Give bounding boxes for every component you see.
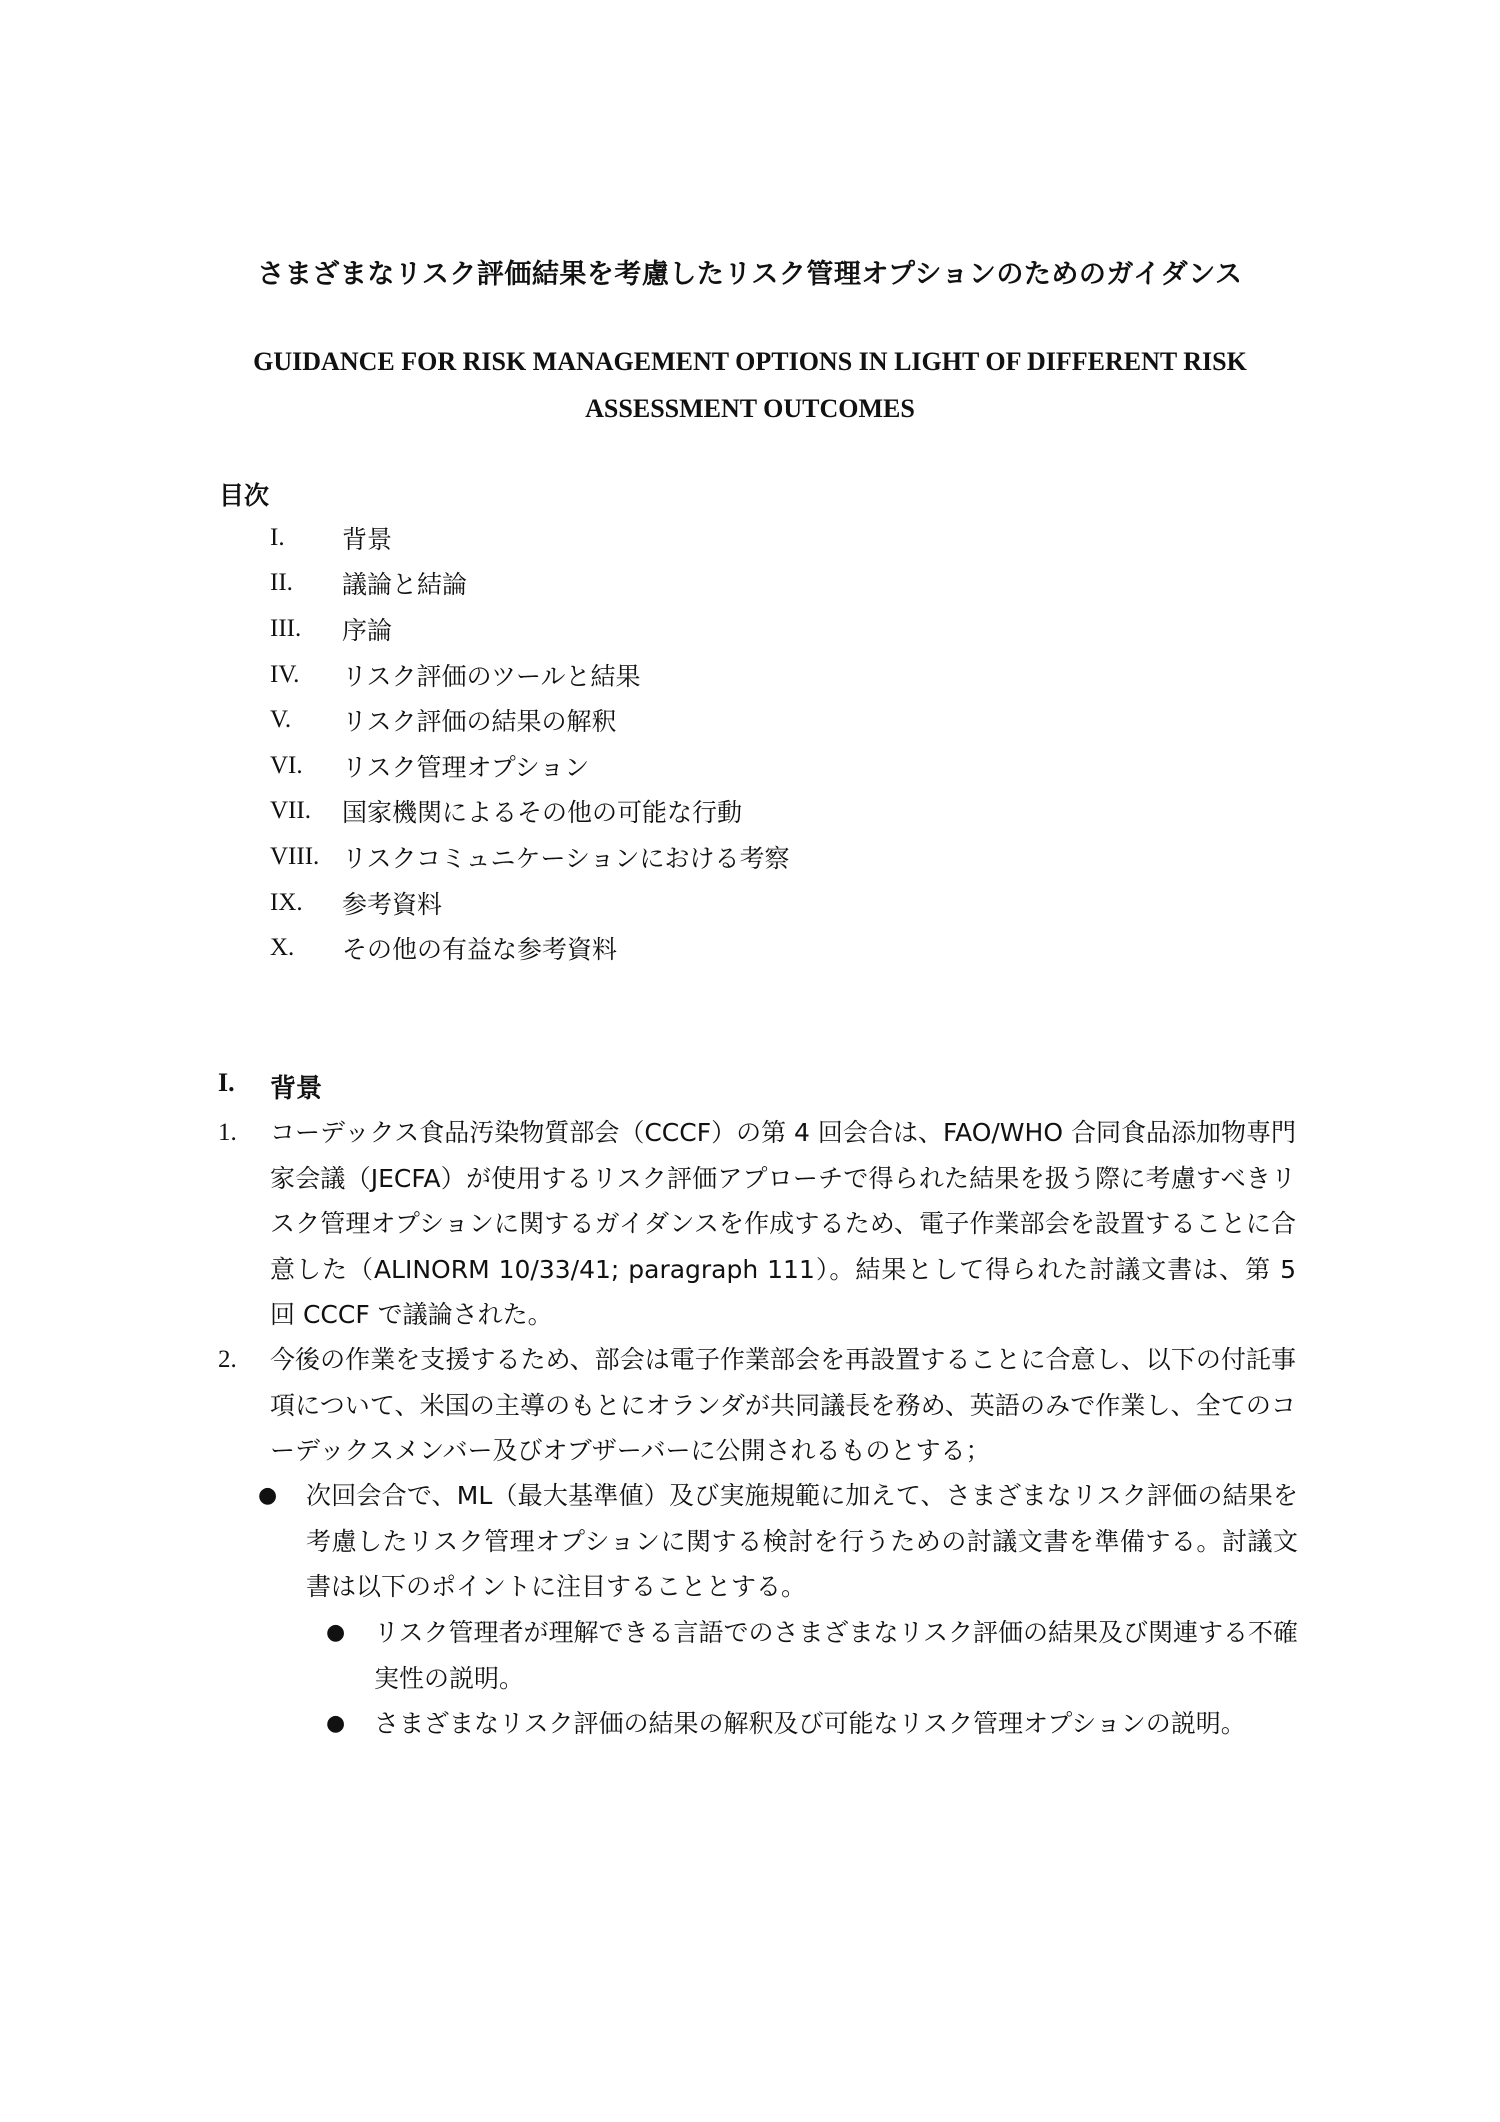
toc-item <box>270 606 1170 652</box>
bullet-item <box>258 1473 1298 1610</box>
toc-item-number: V. <box>270 706 292 734</box>
sub-bullet-text: リスク管理者が理解できる言語でのさまざまなリスク評価の結果及び関連する不確実性の説明。 <box>374 1618 1299 1693</box>
paragraph-number: 1. <box>218 1119 237 1146</box>
section-heading <box>218 1068 322 1105</box>
toc-item <box>270 925 1170 971</box>
sub-bullet-text: さまざまなリスク評価の結果の解釈及び可能なリスク管理オプションの説明。 <box>374 1709 1246 1738</box>
toc-item <box>270 515 1170 561</box>
toc-item-label: リスク管理オプション <box>342 752 590 782</box>
toc-item-number: VIII. <box>270 842 320 870</box>
toc-item-number: VI. <box>270 751 303 779</box>
toc-item-number: VII. <box>270 797 311 825</box>
toc-item <box>270 697 1170 743</box>
document-title-japanese: さまざまなリスク評価結果を考慮したリスク管理オプションのためのガイダンス <box>257 259 1243 290</box>
paragraph-number: 2. <box>218 1346 237 1373</box>
toc-item-label: その他の有益な参考資料 <box>342 935 618 965</box>
toc-item-number: IV. <box>270 660 300 688</box>
numbered-paragraph <box>218 1337 1298 1474</box>
toc-item-label: リスク評価の結果の解釈 <box>342 707 617 737</box>
bullet-icon: ● <box>326 1620 346 1645</box>
toc-item <box>270 880 1170 926</box>
paragraph-text: コーデックス食品汚染物質部会（CCCF）の第 4 回会合は、FAO/WHO 合同食品添加物専門家会議（JECFA）が使用するリスク評価アプローチで得られた結果を扱う際に考慮すべきリスク管理オプションに関するガイダンスを作成するため、電子作業部会を設置することに合意した（ALINORM 10/33/41; paragraph 111）。結果として得られた討議文書は、第 5 回 CCCF で議論された。 <box>270 1118 1296 1329</box>
bullet-text: 次回会合で、ML（最大基準値）及び実施規範に加えて、さまざまなリスク評価の結果を考慮したリスク管理オプションに関する検討を行うための討議文書を準備する。討議文書は以下のポイントに注目することとする。 <box>306 1481 1298 1601</box>
toc-item-label: リスクコミュニケーションにおける考察 <box>342 843 790 873</box>
toc-item <box>270 561 1170 607</box>
toc-heading: 目次 <box>219 481 270 510</box>
toc-item-label: 議論と結論 <box>342 570 468 600</box>
toc-item-number: III. <box>270 614 302 642</box>
toc-item <box>270 743 1170 789</box>
toc-item-label: 背景 <box>342 524 393 554</box>
toc-item-label: 参考資料 <box>342 889 443 919</box>
table-of-contents <box>270 515 1170 971</box>
section-title: 背景 <box>270 1074 323 1104</box>
bullet-icon: ● <box>326 1711 346 1736</box>
toc-item-label: 国家機関によるその他の可能な行動 <box>342 798 743 828</box>
section-number: I. <box>218 1068 235 1097</box>
bullet-icon: ● <box>258 1483 278 1508</box>
toc-item-number: IX. <box>270 888 303 916</box>
toc-item-number: II. <box>270 569 293 597</box>
sub-bullet-item <box>326 1610 1298 1701</box>
toc-item <box>270 652 1170 698</box>
toc-item <box>270 834 1170 880</box>
document-title-english: GUIDANCE FOR RISK MANAGEMENT OPTIONS IN LIGHT OF DIFFERENT RISK ASSESSMENT OUTCOMES <box>253 347 1247 423</box>
toc-item-number: X. <box>270 934 295 962</box>
paragraph-text: 今後の作業を支援するため、部会は電子作業部会を再設置することに合意し、以下の付託事項について、米国の主導のもとにオランダが共同議長を務め、英語のみで作業し、全てのコーデックスメンバー及びオブザーバーに公開されるものとする； <box>270 1345 1296 1465</box>
toc-item-label: 序論 <box>342 615 393 645</box>
toc-item-number: I. <box>270 523 285 551</box>
sub-bullet-item <box>326 1701 1298 1747</box>
numbered-paragraph <box>218 1110 1298 1338</box>
toc-item-label: リスク評価のツールと結果 <box>342 661 641 691</box>
toc-item <box>270 789 1170 835</box>
